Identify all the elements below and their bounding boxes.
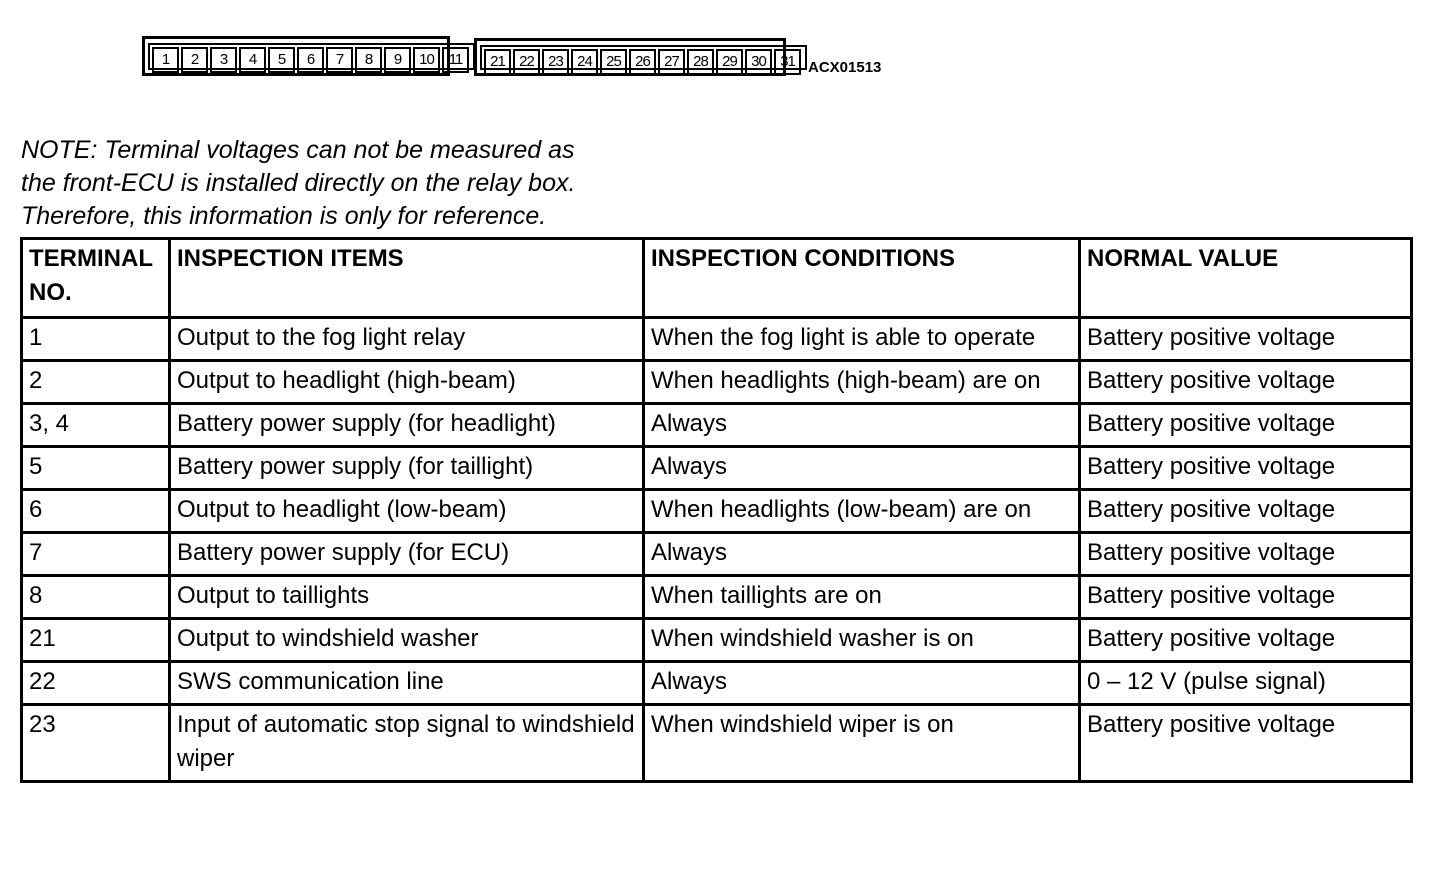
terminal-cell: 2 [22,361,170,404]
normal-value-cell: Battery positive voltage [1080,404,1412,447]
table-row [22,705,1412,782]
table-row [22,447,1412,490]
normal-value-cell: Battery positive voltage [1080,490,1412,533]
connector-pin: 9 [384,47,411,73]
inspection-item-cell: Battery power supply (for headlight) [170,404,644,447]
inspection-condition-cell: When windshield wiper is on [644,705,1080,782]
connector-pin: 31 [774,49,801,75]
connector-pin: 7 [326,47,353,73]
normal-value-cell: Battery positive voltage [1080,619,1412,662]
terminal-cell: 23 [22,705,170,782]
terminal-cell: 21 [22,619,170,662]
connector-pin: 5 [268,47,295,73]
normal-value-cell: Battery positive voltage [1080,361,1412,404]
terminal-table [20,237,1413,783]
inspection-item-cell: Output to the fog light relay [170,318,644,361]
terminal-cell: 22 [22,662,170,705]
inspection-item-cell: Input of automatic stop signal to windshield wiper [170,705,644,782]
inspection-condition-cell: When taillights are on [644,576,1080,619]
connector-pin: 8 [355,47,382,73]
connector-pin: 21 [484,49,511,75]
table-header-row [22,239,1412,318]
connector-pin: 10 [413,47,440,73]
connector-pin: 3 [210,47,237,73]
connector-pin: 26 [629,49,656,75]
terminal-cell: 3, 4 [22,404,170,447]
inspection-condition-cell: Always [644,404,1080,447]
inspection-condition-cell: When windshield washer is on [644,619,1080,662]
connector-pin: 6 [297,47,324,73]
terminal-cell: 5 [22,447,170,490]
header-normal-value: NORMAL VALUE [1080,239,1412,318]
normal-value-cell: Battery positive voltage [1080,533,1412,576]
connector-pin: 30 [745,49,772,75]
header-conditions: INSPECTION CONDITIONS [644,239,1080,318]
terminal-cell: 1 [22,318,170,361]
note-line: Therefore, this information is only for reference. [21,202,547,230]
terminal-cell: 8 [22,576,170,619]
note-line: the front-ECU is installed directly on the relay box. [21,169,576,197]
connector-pin: 1 [152,47,179,73]
normal-value-cell: Battery positive voltage [1080,318,1412,361]
inspection-item-cell: Output to windshield washer [170,619,644,662]
connector-left [142,36,463,76]
normal-value-cell: Battery positive voltage [1080,576,1412,619]
connector-pin: 11 [442,47,469,73]
note-line: NOTE: Terminal voltages can not be measured as [21,136,575,164]
table-row [22,576,1412,619]
inspection-item-cell: Output to headlight (low-beam) [170,490,644,533]
table-row [22,361,1412,404]
connector-pin: 27 [658,49,685,75]
inspection-item-cell: Output to taillights [170,576,644,619]
header-terminal: TERMINAL NO. [22,239,170,318]
inspection-item-cell: Output to headlight (high-beam) [170,361,644,404]
table-row [22,404,1412,447]
normal-value-cell: 0 – 12 V (pulse signal) [1080,662,1412,705]
normal-value-cell: Battery positive voltage [1080,447,1412,490]
inspection-condition-cell: When headlights (low-beam) are on [644,490,1080,533]
connector-pin: 2 [181,47,208,73]
inspection-condition-cell: Always [644,533,1080,576]
connector-right [474,38,795,76]
connector-pin: 29 [716,49,743,75]
inspection-condition-cell: When headlights (high-beam) are on [644,361,1080,404]
connector-pin: 23 [542,49,569,75]
connector-pin: 22 [513,49,540,75]
inspection-condition-cell: When the fog light is able to operate [644,318,1080,361]
inspection-condition-cell: Always [644,447,1080,490]
inspection-item-cell: Battery power supply (for taillight) [170,447,644,490]
table-row [22,619,1412,662]
normal-value-cell: Battery positive voltage [1080,705,1412,782]
table-row [22,662,1412,705]
figure-code: ACX01513 [808,59,882,76]
table-row [22,318,1412,361]
connector-pin: 24 [571,49,598,75]
table-row [22,490,1412,533]
connector-pin: 28 [687,49,714,75]
terminal-cell: 7 [22,533,170,576]
header-items: INSPECTION ITEMS [170,239,644,318]
table-row [22,533,1412,576]
inspection-condition-cell: Always [644,662,1080,705]
terminal-cell: 6 [22,490,170,533]
note-text [21,134,575,233]
inspection-item-cell: SWS communication line [170,662,644,705]
connector-pin: 4 [239,47,266,73]
connector-pin: 25 [600,49,627,75]
inspection-item-cell: Battery power supply (for ECU) [170,533,644,576]
